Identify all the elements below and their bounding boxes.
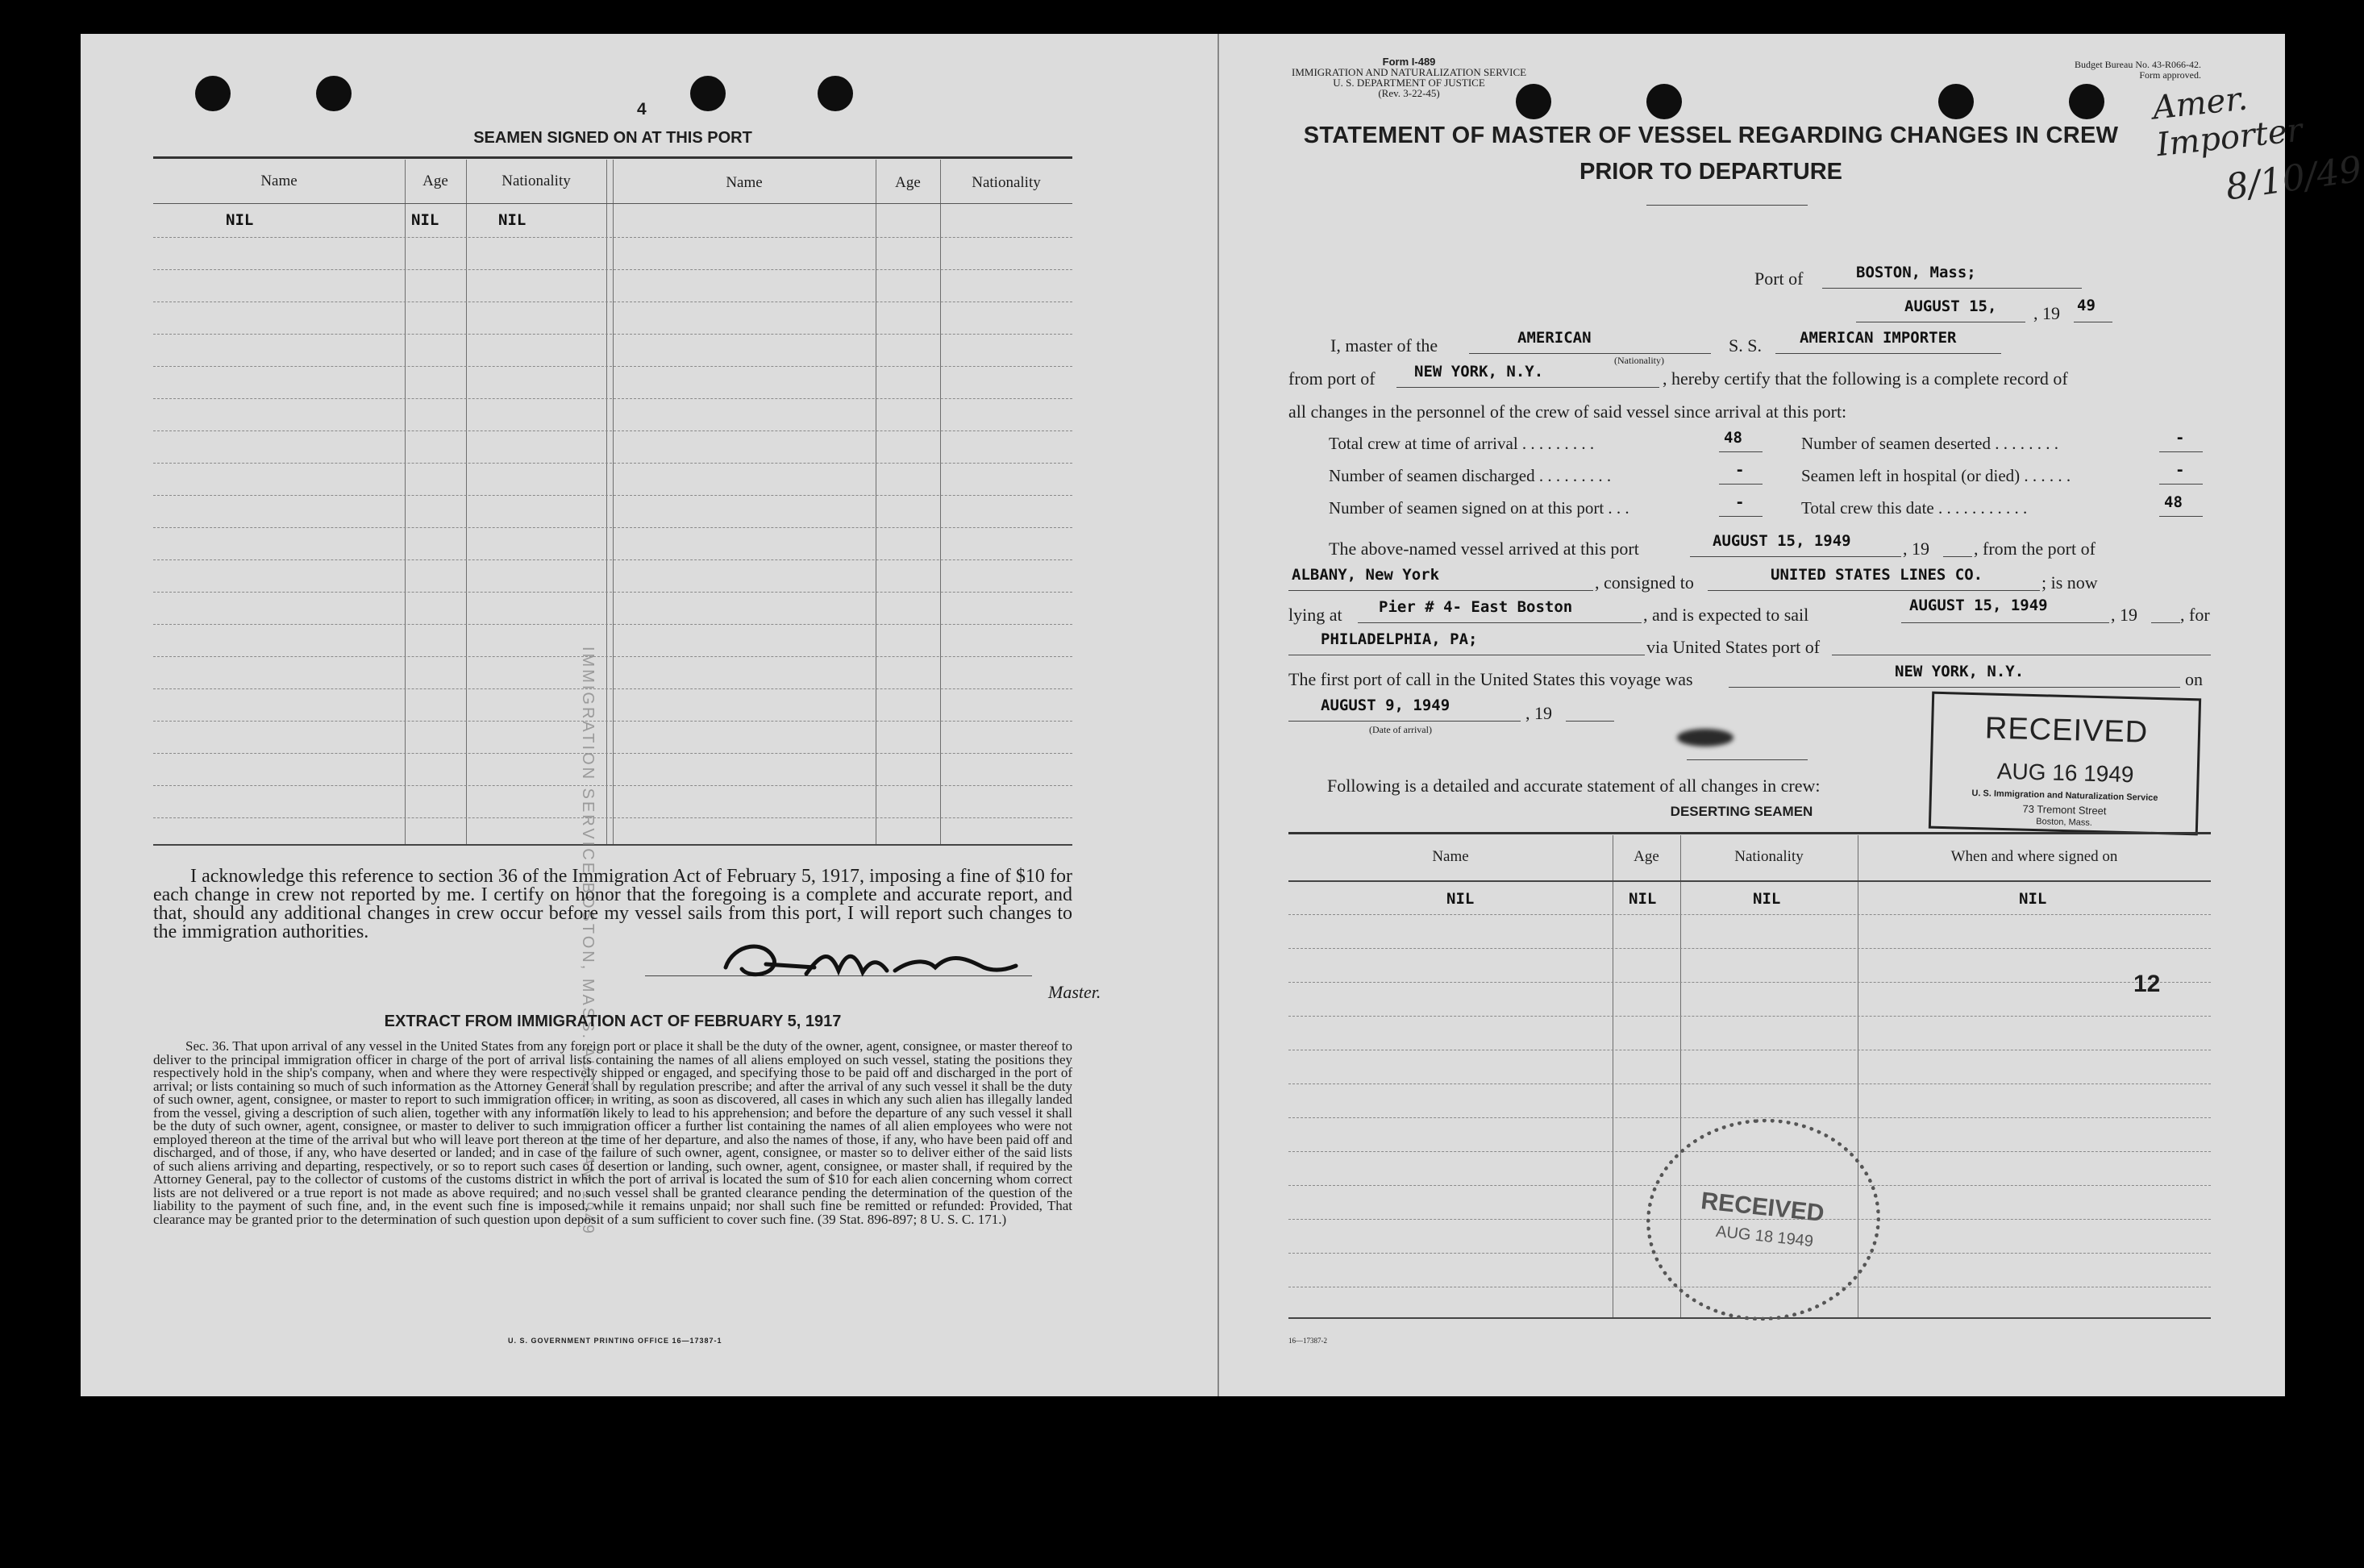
discharged-label: Number of seamen discharged . . . . . . . . . <box>1329 466 1612 485</box>
arrived-label: The above-named vessel arrived at this port <box>1329 539 1639 559</box>
signed-on-value: - <box>1735 493 1745 511</box>
column-header: Name <box>726 174 763 191</box>
column-header: Age <box>895 174 921 191</box>
round-stamp-title: RECEIVED <box>1700 1187 1825 1227</box>
berth-value: Pier # 4- East Boston <box>1379 598 1573 616</box>
expected-sail-label: , and is expected to sail <box>1643 605 1809 625</box>
sail-date-value: AUGUST 15, 1949 <box>1909 597 2048 614</box>
deserted-label: Number of seamen deserted . . . . . . . . <box>1801 434 2058 453</box>
form-header <box>1292 56 1526 98</box>
acknowledgment-text: I acknowledge this reference to section 36 of the Immigration Act of February 5, 1917, imposing a fine of $10 for each change in crew not reported by me. I certify on honor that the foregoing is a complete and accurate report, and that, should any additional changes in crew occur before my vessel sails from this port, I will report such changes to the immigration authorities. <box>153 866 1072 942</box>
seaman-age-cell: NIL <box>411 211 439 229</box>
port-of-label: Port of <box>1754 268 1804 289</box>
punch-hole <box>1938 84 1974 119</box>
punch-hole <box>690 76 726 111</box>
ink-smudge <box>1677 729 1733 747</box>
deserting-seamen-title: DESERTING SEAMEN <box>1670 804 1813 819</box>
form-number: Form I-489 <box>1382 56 1436 68</box>
punch-hole <box>316 76 352 111</box>
master-label: Master. <box>1048 982 1101 1002</box>
year-value: 49 <box>2077 297 2096 314</box>
form-title: STATEMENT OF MASTER OF VESSEL REGARDING CHANGES IN CREW <box>1303 123 2119 148</box>
lying-at-label: lying at <box>1288 605 1342 625</box>
punch-hole <box>818 76 853 111</box>
column-header: Name <box>260 173 298 189</box>
agency-line: (Rev. 3-22-45) <box>1378 87 1440 99</box>
budget-bureau-note: Budget Bureau No. 43-R066-42. Form approved. <box>2075 59 2201 81</box>
punch-hole <box>2069 84 2104 119</box>
ss-label: S. S. <box>1729 335 1762 356</box>
column-header: Age <box>422 173 448 189</box>
punch-hole <box>1646 84 1682 119</box>
destination-value: PHILADELPHIA, PA; <box>1321 630 1478 648</box>
column-header: Name <box>1432 848 1469 865</box>
punch-hole <box>195 76 231 111</box>
deserting-title-rule <box>1288 832 2211 834</box>
deserter-age-cell: NIL <box>1629 890 1657 908</box>
printer-line: U. S. GOVERNMENT PRINTING OFFICE 16—17387-1 <box>508 1337 722 1345</box>
from-port-of-label: , from the port of <box>1974 539 2096 559</box>
deserter-nationality-cell: NIL <box>1753 890 1781 908</box>
master-signature <box>718 935 1024 990</box>
agency-line: IMMIGRATION AND NATURALIZATION SERVICE <box>1292 66 1527 78</box>
handwritten-date: 8/10/49 <box>2223 148 2364 209</box>
total-crew-arrival-label: Total crew at time of arrival . . . . . . . . . <box>1329 434 1595 453</box>
from-port-value: NEW YORK, N.Y. <box>1414 363 1544 381</box>
signed-on-label: Number of seamen signed on at this port . . . <box>1329 498 1629 518</box>
origin-port-value: ALBANY, New York <box>1292 566 1440 584</box>
page-number: 4 <box>637 100 647 119</box>
received-stamp-title: RECEIVED <box>1984 711 2149 750</box>
via-label: via United States port of <box>1646 637 1821 657</box>
page-tally-number: 12 <box>2133 971 2161 997</box>
seamen-signed-on-table <box>153 160 1072 845</box>
deserter-when-where-cell: NIL <box>2019 890 2047 908</box>
total-crew-arrival-value: 48 <box>1724 429 1742 447</box>
deserter-name-cell: NIL <box>1446 890 1475 908</box>
master-of-label: I, master of the <box>1330 335 1438 356</box>
title-rule <box>153 156 1072 159</box>
section-title: SEAMEN SIGNED ON AT THIS PORT <box>473 129 752 147</box>
seaman-nationality-cell: NIL <box>498 211 526 229</box>
first-port-date-value: AUGUST 9, 1949 <box>1321 697 1450 714</box>
column-header: Nationality <box>502 173 571 189</box>
handwritten-vessel-note: Amer. Importer <box>2150 80 2304 164</box>
consigned-label: , consigned to <box>1595 572 1694 593</box>
received-stamp: RECEIVED AUG 16 1949 U. S. Immigration and Naturalization Service 73 Tremont Street Boston, Mass. <box>1929 692 2201 836</box>
first-port-label: The first port of call in the United States this voyage was <box>1288 669 1693 689</box>
all-changes-text: all changes in the personnel of the crew of said vessel since arrival at this port: <box>1288 401 1847 422</box>
total-crew-date-value: 48 <box>2164 493 2183 511</box>
nationality-caption: (Nationality) <box>1614 355 1664 366</box>
form-subtitle: PRIOR TO DEPARTURE <box>1579 159 1842 185</box>
column-header: Age <box>1634 848 1659 865</box>
port-value: BOSTON, Mass; <box>1856 264 1976 281</box>
date-value: AUGUST 15, <box>1904 297 1997 315</box>
nationality-value: AMERICAN <box>1517 329 1592 347</box>
from-port-label: from port of <box>1288 368 1376 389</box>
extract-text: Sec. 36. That upon arrival of any vessel in the United States from any foreign port or place it shall be the duty of the owner, agent, consignee, or master thereof to deliver to the principal immigration officer in charge of the port of arrival lists containing the names of all aliens employed on such vessel, stating the positions they respectively hold in the ship's company, when and where they were respectively shipped or engaged, and specifying those to be paid off and discharged in the port of arrival; or lists containing so much of such information as the Attorney General shall by regulation prescribe; and after the arrival of any such vessel it shall be the duty of such owner, agent, consignee, or master to report to such immigration officer, in writing, as soon as discovered, all cases in which any such alien has illegally landed from the vessel, giving a description of such alien, together with any information likely to lead to his apprehension; and before the departure of any such vessel it shall be the duty of such owner, agent, consignee, or master to deliver to such immigration officer a further list containing the names of all alien employees who were not employed thereon at the time of the arrival but who will leave port thereon at the time of her departure, and also the names of those, if any, who have been paid off and discharged, and of those, if any, who have deserted or landed; and in case of the failure of such owner, agent, consignee, or master so to deliver either of the said lists of such aliens arriving and departing, respectively, or so to report such cases of desertion or landing, such owner, agent, consignee, or master shall, if required by the Attorney General, pay to the collector of customs of the customs district in which the port of arrival is located the sum of $10 for each alien concerning whom correct lists are not delivered or a true report is not made as above required; and no such vessel shall be granted clearance pending the determination of the question of the liability to the payment of such fine, and, in the event such fine is imposed, while it remains unpaid; nor shall such fine be remitted or refunded: Provided, That clearance may be granted prior to the determination of such question upon deposit of a sum sufficient to cover such fine. (39 Stat. 896-897; 8 U. S. C. 171.) <box>153 1038 1072 1227</box>
left-page <box>81 34 1219 1396</box>
column-header: Nationality <box>972 174 1041 191</box>
column-header: When and where signed on <box>1950 848 2118 865</box>
total-crew-date-label: Total crew this date . . . . . . . . . . . <box>1801 498 2028 518</box>
discharged-value: - <box>1735 461 1745 479</box>
first-port-value: NEW YORK, N.Y. <box>1895 663 2025 680</box>
seaman-name-cell: NIL <box>226 211 254 229</box>
printer-line: 16—17387-2 <box>1288 1337 1327 1345</box>
hospital-label: Seamen left in hospital (or died) . . . . . . <box>1801 466 2071 485</box>
deserted-value: - <box>2175 429 2185 447</box>
consignee-value: UNITED STATES LINES CO. <box>1771 566 1983 584</box>
arrived-date-value: AUGUST 15, 1949 <box>1713 532 1851 550</box>
date-of-arrival-caption: (Date of arrival) <box>1369 724 1432 735</box>
extract-title: EXTRACT FROM IMMIGRATION ACT OF FEBRUARY 5, 1917 <box>384 1013 842 1030</box>
certify-text: , hereby certify that the following is a complete record of <box>1663 368 2068 389</box>
agency-line: U. S. DEPARTMENT OF JUSTICE <box>1333 77 1485 89</box>
right-page: Form I-489 IMMIGRATION AND NATURALIZATION SERVICE U. S. DEPARTMENT OF JUSTICE (Rev. 3-22-45) Budget Bureau No. 43-R066-42. Form approved. Amer. Importer 8/10/49 STATEMENT OF MASTER OF VESSEL REGARDING CHANGES IN CREW PRIOR TO DEPARTURE Port of BOSTON, Mass; AUGUST 15, , 19 49 I, master of the AMERICAN (Nationality) S. S. AMERICAN IMPORTER from port of NEW YORK, N.Y. , hereby certify that the following is a complete record of all changes in the personnel of the crew of said vessel since arrival at this port: Total crew at time of arrival . . . . . . . . . 48 Number of seamen discharged . . . . . . . . . - Number of seamen signed on at this port . . . - Number of seamen deserted . . . . . . . . - Seamen left in hospital (or died) . . . . . . - Total crew this date . . . . . . . . . . . 48 The above-named vessel arrived at this port AUGUST 15, 1949 , 19 , from the port of ALBANY, New York , consigned to UNITED STATES LINES CO. ; is now lying at Pier # 4- East Boston , and is expected to sail AUGUST 15, 1949 , 19 , for PHILADELPHIA, PA; via United States port of The first port of call in the United States this voyage was NEW YORK, N.Y. on AUGUST 9, 1949 (Date of arrival) , 19 RECEIVED AUG 16 1949 U. S. Immigration and Naturalization Service 73 Tremont Street Boston, Mass. Following is a detailed and accurate statement of all changes in crew: DESERTING SEAMEN Name Age Nationality When and where signed on NIL NIL NIL NIL 12 RECEIVED AUG 18 1949 16—17387-2 <box>1219 34 2285 1396</box>
hospital-value: - <box>2175 461 2185 479</box>
vessel-name: AMERICAN IMPORTER <box>1800 329 1957 347</box>
immigration-office-stamp: IMMIGRATION SERVICE BOSTON, MASS. AUG 18 10 AM 1949 <box>579 647 597 1236</box>
received-stamp-date: AUG 16 1949 <box>1996 758 2134 788</box>
following-text: Following is a detailed and accurate statement of all changes in crew: <box>1327 776 1821 796</box>
round-stamp-date: AUG 18 1949 <box>1715 1222 1814 1251</box>
column-header: Nationality <box>1734 848 1804 865</box>
